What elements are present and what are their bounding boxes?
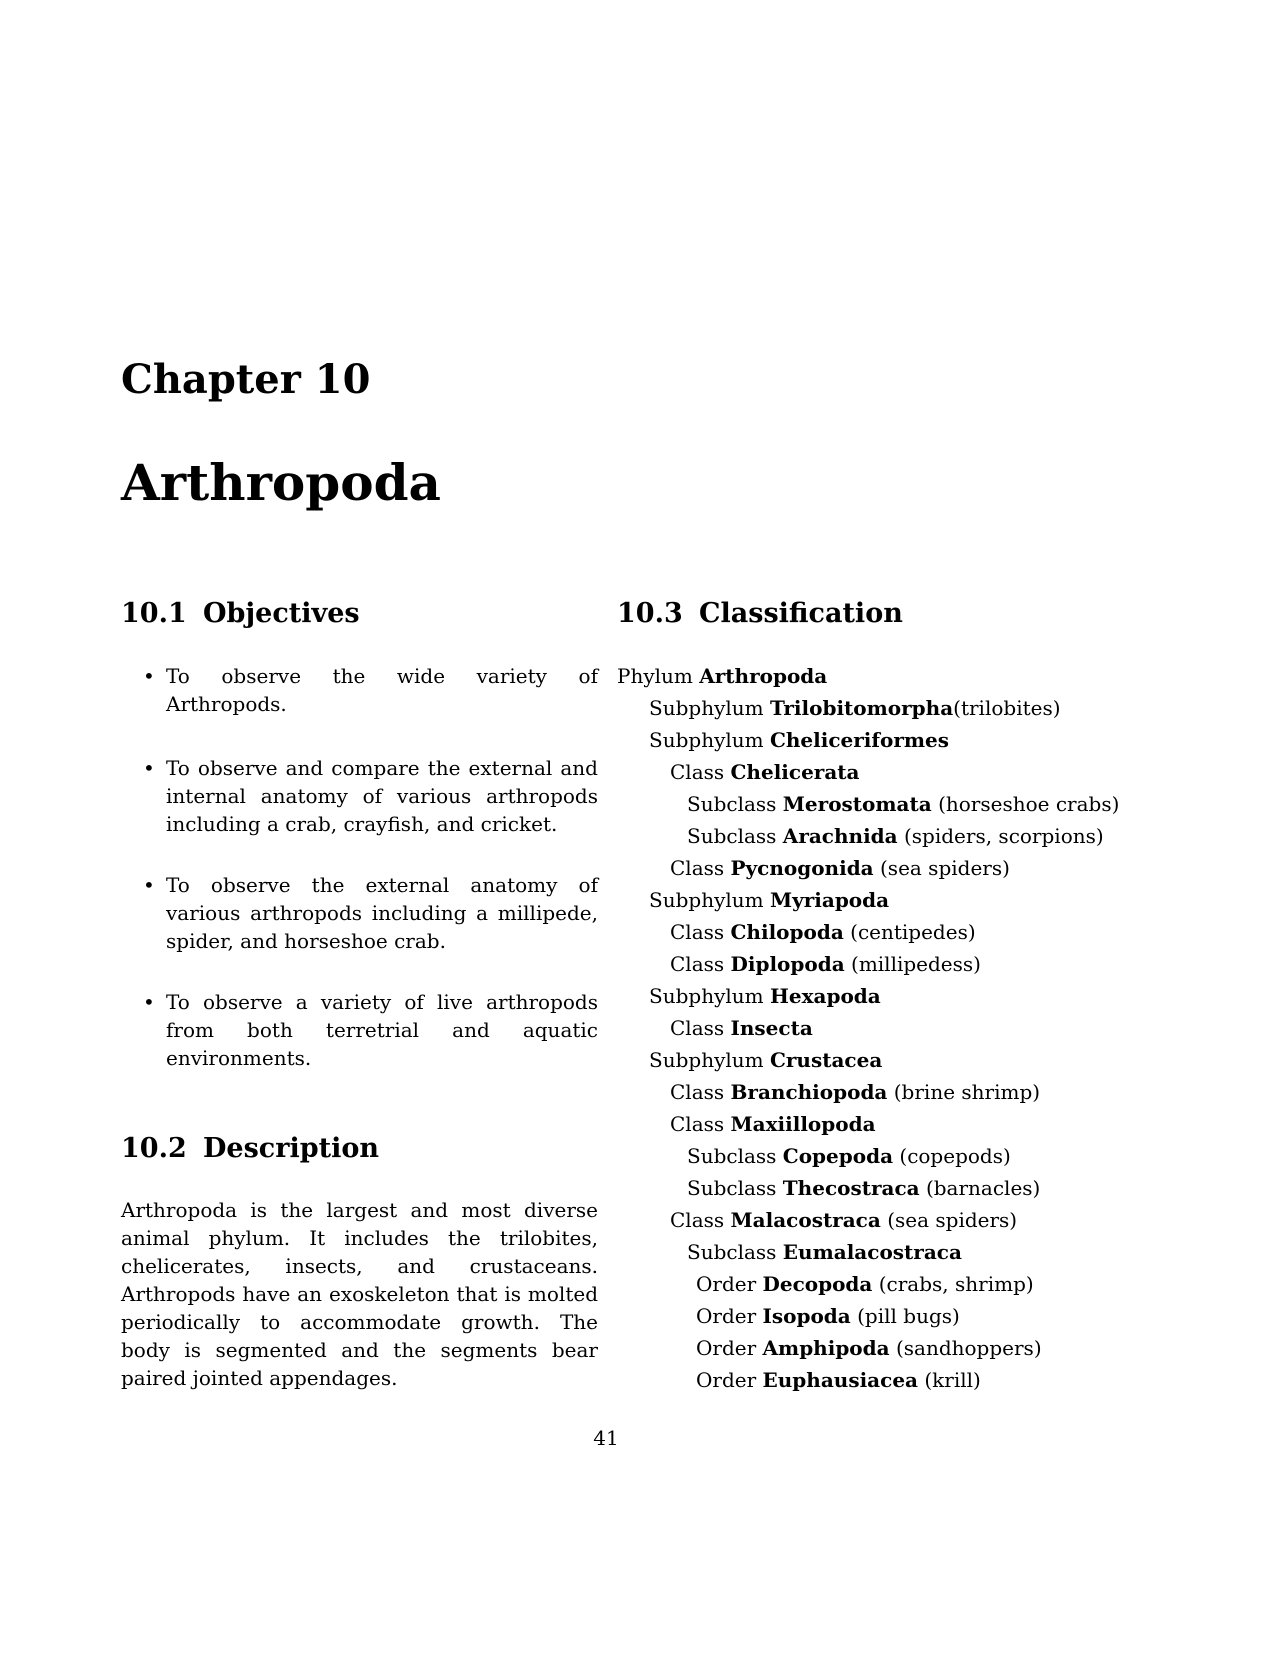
taxon-rank: Order — [696, 1272, 757, 1296]
taxon-entry — [617, 1332, 1119, 1364]
taxon-note: (trilobites) — [953, 696, 1061, 720]
taxon-note: (millipedess) — [851, 952, 981, 976]
section-number: 10.2 — [121, 1133, 187, 1164]
section-title: Classification — [699, 598, 903, 629]
taxon-rank: Order — [696, 1368, 757, 1392]
taxon-name: Arthropoda — [699, 664, 828, 688]
taxon-name: Maxiillopoda — [730, 1112, 876, 1136]
classification-list — [617, 660, 1119, 1396]
taxon-entry — [617, 660, 1119, 692]
taxon-rank: Subclass — [687, 1240, 777, 1264]
taxon-name: Trilobitomorpha — [769, 696, 954, 720]
taxon-entry — [617, 1268, 1119, 1300]
taxon-rank: Subphylum — [649, 728, 764, 752]
taxon-note: (horseshoe crabs) — [938, 792, 1120, 816]
taxon-entry — [617, 948, 1119, 980]
taxon-entry — [617, 724, 1119, 756]
taxon-note: (spiders, scorpions) — [903, 824, 1104, 848]
taxon-name: Cheliceriformes — [769, 728, 950, 752]
objective-item — [121, 662, 598, 718]
taxon-name: Euphausiacea — [762, 1368, 919, 1392]
taxon-entry — [617, 852, 1119, 884]
taxon-note: (krill) — [924, 1368, 981, 1392]
bullet-icon: • — [143, 990, 155, 1014]
taxon-entry — [617, 1044, 1119, 1076]
taxon-name: Hexapoda — [769, 984, 881, 1008]
taxon-name: Merostomata — [782, 792, 932, 816]
taxon-name: Branchiopoda — [730, 1080, 888, 1104]
taxon-rank: Subclass — [687, 792, 777, 816]
taxon-note: (brine shrimp) — [893, 1080, 1041, 1104]
taxon-rank: Subphylum — [649, 984, 764, 1008]
objective-item — [121, 988, 598, 1072]
taxon-name: Crustacea — [769, 1048, 883, 1072]
taxon-rank: Class — [670, 1208, 725, 1232]
taxon-name: Eumalacostraca — [782, 1240, 962, 1264]
taxon-rank: Class — [670, 952, 725, 976]
taxon-entry — [617, 1108, 1119, 1140]
section-number: 10.1 — [121, 598, 187, 629]
taxon-rank: Subphylum — [649, 1048, 764, 1072]
taxon-name: Malacostraca — [730, 1208, 881, 1232]
taxon-note: (sea spiders) — [880, 856, 1010, 880]
taxon-rank: Order — [696, 1304, 757, 1328]
taxon-name: Diplopoda — [730, 952, 845, 976]
section-title: Description — [203, 1133, 379, 1164]
taxon-entry — [617, 1364, 1119, 1396]
taxon-entry — [617, 916, 1119, 948]
taxon-name: Myriapoda — [769, 888, 890, 912]
taxon-entry — [617, 1172, 1119, 1204]
taxon-entry — [617, 1140, 1119, 1172]
taxon-rank: Phylum — [617, 664, 693, 688]
bullet-icon: • — [143, 756, 155, 780]
taxon-rank: Subclass — [687, 824, 777, 848]
objectives-list — [121, 662, 598, 1104]
bullet-icon: • — [143, 873, 155, 897]
classification-heading — [617, 600, 903, 627]
objectives-heading — [121, 600, 360, 627]
taxon-rank: Class — [670, 1016, 725, 1040]
bullet-icon: • — [143, 664, 155, 688]
taxon-entry — [617, 884, 1119, 916]
taxon-entry — [617, 1204, 1119, 1236]
taxon-rank: Class — [670, 920, 725, 944]
objective-text: To observe the wide variety of Arthropods. — [166, 664, 598, 716]
objective-item — [121, 754, 598, 838]
objective-item — [121, 871, 598, 955]
taxon-name: Pycnogonida — [730, 856, 874, 880]
chapter-label: Chapter 10 — [121, 356, 371, 403]
taxon-rank: Class — [670, 1080, 725, 1104]
taxon-name: Chelicerata — [730, 760, 860, 784]
objective-text: To observe a variety of live arthropods from both terretrial and aquatic environments. — [166, 990, 598, 1070]
section-number: 10.3 — [617, 598, 683, 629]
objective-text: To observe the external anatomy of various arthropods including a millipede, spider, and horseshoe crab. — [166, 873, 598, 953]
taxon-entry — [617, 756, 1119, 788]
taxon-note: (centipedes) — [850, 920, 976, 944]
taxon-entry — [617, 980, 1119, 1012]
taxon-entry — [617, 1300, 1119, 1332]
taxon-name: Isopoda — [762, 1304, 851, 1328]
taxon-name: Arachnida — [782, 824, 898, 848]
taxon-note: (sandhoppers) — [895, 1336, 1042, 1360]
taxon-rank: Subphylum — [649, 888, 764, 912]
taxon-rank: Class — [670, 760, 725, 784]
description-heading — [121, 1135, 379, 1162]
taxon-rank: Subclass — [687, 1176, 777, 1200]
taxon-entry — [617, 820, 1119, 852]
chapter-title: Arthropoda — [121, 453, 441, 512]
taxon-entry — [617, 1012, 1119, 1044]
taxon-name: Insecta — [730, 1016, 813, 1040]
taxon-note: (crabs, shrimp) — [878, 1272, 1034, 1296]
page-number: 41 — [593, 1426, 619, 1450]
taxon-name: Amphipoda — [762, 1336, 890, 1360]
section-title: Objectives — [203, 598, 360, 629]
taxon-note: (sea spiders) — [887, 1208, 1018, 1232]
taxon-rank: Class — [670, 856, 725, 880]
taxon-name: Thecostraca — [782, 1176, 920, 1200]
taxon-name: Chilopoda — [730, 920, 844, 944]
taxon-entry — [617, 1236, 1119, 1268]
taxon-name: Copepoda — [782, 1144, 894, 1168]
objective-text: To observe and compare the external and internal anatomy of various arthropods including a crab, crayfish, and cricket. — [166, 756, 598, 836]
taxon-name: Decopoda — [762, 1272, 873, 1296]
description-paragraph: Arthropoda is the largest and most diverse animal phylum. It includes the trilobites, chelicerates, insects, and crustaceans. Arthropods have an exoskeleton that is molted periodically to accommodate growth. The body is segmented and the segments bear paired jointed appendages. — [121, 1198, 598, 1390]
taxon-rank: Order — [696, 1336, 757, 1360]
taxon-rank: Subclass — [687, 1144, 777, 1168]
taxon-entry — [617, 788, 1119, 820]
taxon-entry — [617, 692, 1119, 724]
taxon-rank: Class — [670, 1112, 725, 1136]
taxon-note: (copepods) — [899, 1144, 1011, 1168]
taxon-entry — [617, 1076, 1119, 1108]
taxon-note: (pill bugs) — [857, 1304, 960, 1328]
taxon-note: (barnacles) — [925, 1176, 1041, 1200]
taxon-rank: Subphylum — [649, 696, 764, 720]
